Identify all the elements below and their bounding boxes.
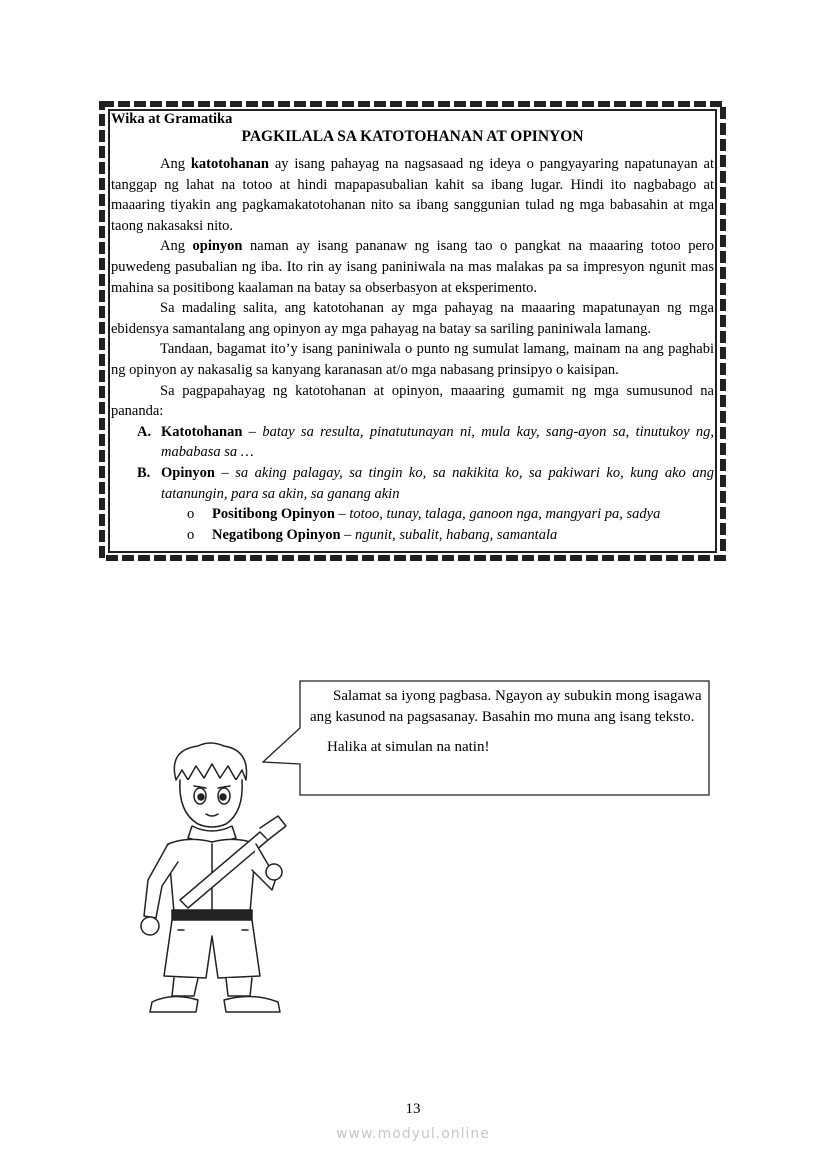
paragraph-markers-intro: Sa pagpapahayag ng katotohanan at opinyon, maaaring gumamit ng mga sumusunod na pananda: <box>111 382 714 420</box>
site-watermark: www.modyul.online <box>336 1126 490 1142</box>
lesson-box <box>111 111 714 545</box>
bubble-line-1: Salamat sa iyong pagbasa. Ngayon ay subukin mong isagawa ang kasunod na pagsasanay. Basahin mo muna ang isang teksto. <box>310 688 702 725</box>
sub-item-positibong-opinyon: o Positibong Opinyon – totoo, tunay, talaga, ganoon nga, mangyari pa, sadya <box>187 506 661 523</box>
list-item-katotohanan: A. Katotohanan – batay sa resulta, pinatutunayan ni, mula kay, sang-ayon sa, tinutukoy ng, mababasa sa … <box>137 423 715 461</box>
list-item-opinyon: B. Opinyon – sa aking palagay, sa tingin ko, sa nakikita ko, sa pakiwari ko, kung ako ang tatanungin, para sa akin, sa ganang akin <box>137 464 715 502</box>
paragraph-katotohanan: Ang katotohanan ay isang pahayag na nagsasaad ng ideya o pangyayaring napatunayan at tanggap ng lahat na totoo at hindi mapapasubalian kahit sa ibang lugar. Hindi ito nagbabago at maaaring tiyakin ang pagkamakatotohanan nito sa ibang sanggunian tulad ng mga babasahin at mga taong nakasaksi nito. <box>111 156 714 234</box>
section-label: Wika at Gramatika <box>111 111 233 127</box>
cartoon-boy-illustration <box>128 740 298 1015</box>
bubble-line-2: Halika at simulan na natin! <box>327 739 490 755</box>
paragraph-reminder: Tandaan, bagamat ito’y isang paniniwala o punto ng sumulat lamang, mainam na ang paghabi ng opinyon ay nakasalig sa kanyang karanasan at/o mga nabasang prinsipyo o kaisipan. <box>111 341 714 378</box>
speech-bubble-text <box>310 686 702 758</box>
page-number: 13 <box>405 1101 421 1117</box>
lesson-title: PAGKILALA SA KATOTOHANAN AT OPINYON <box>241 128 584 145</box>
sub-item-negatibong-opinyon: o Negatibong Opinyon – ngunit, subalit, habang, samantala <box>187 526 558 543</box>
paragraph-summary: Sa madaling salita, ang katotohanan ay mga pahayag na maaaring mapatunayan ng mga ebidensya samantalang ang opinyon ay mga pahayag na batay sa sariling paniniwala lamang. <box>111 300 714 337</box>
marker-list <box>111 422 714 546</box>
paragraph-opinyon: Ang opinyon naman ay isang pananaw ng isang tao o pangkat na maaaring totoo pero puwedeng pasubalian ng iba. Ito rin ay isang paniniwala na mas malakas pa sa impresyon ngunit mas mahina sa positibong kaalaman na batay sa obserbasyon at eksperimento. <box>111 238 714 296</box>
